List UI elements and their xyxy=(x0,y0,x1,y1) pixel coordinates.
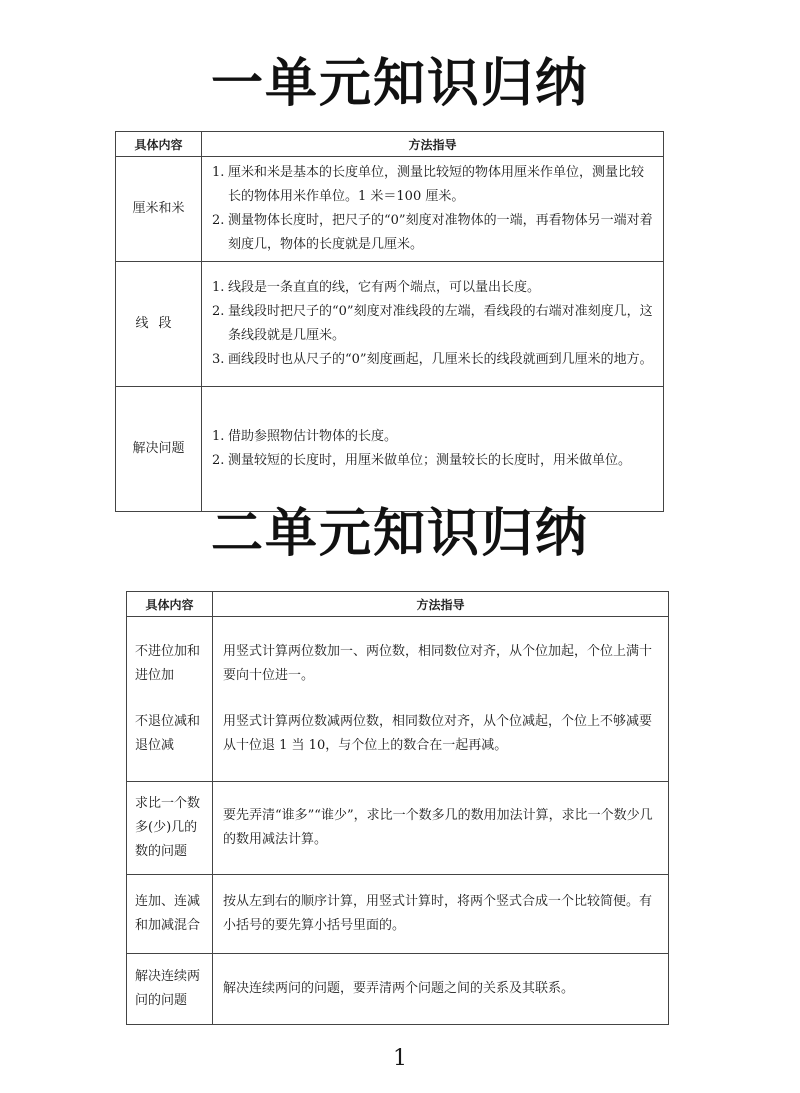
list-item: 3. 画线段时也从尺子的“0”刻度画起，几厘米长的线段就画到几厘米的地方。 xyxy=(212,352,653,367)
header-topic: 具体内容 xyxy=(127,592,213,617)
row-topic: 线段 xyxy=(116,262,202,387)
unit-2-table xyxy=(126,591,669,1025)
table-row xyxy=(116,157,664,262)
row-topic: 解决问题 xyxy=(116,387,202,512)
row-method: 解决连续两问的问题，要弄清两个问题之间的关系及其联系。 xyxy=(213,954,669,1025)
list-item: 2. 测量较短的长度时，用厘米做单位；测量较长的长度时，用米做单位。 xyxy=(212,453,632,468)
sub-topic: 不退位减和退位减 xyxy=(135,714,201,753)
row-method xyxy=(202,387,664,512)
header-method: 方法指导 xyxy=(202,132,664,157)
unit-1-title: 一单元知识归纳 xyxy=(210,54,589,114)
table-row xyxy=(127,954,669,1025)
table-row xyxy=(127,617,669,782)
table-row xyxy=(127,782,669,875)
table-row xyxy=(116,262,664,387)
page-number: 1 xyxy=(393,1046,407,1071)
row-method xyxy=(202,157,664,262)
row-topic: 连加、连减和加减混合 xyxy=(127,875,213,954)
list-item: 2. 测量物体长度时，把尺子的“0”刻度对准物体的一端，再看物体另一端对着刻度几，物体的长度就是几厘米。 xyxy=(212,213,653,252)
row-topic: 厘米和米 xyxy=(116,157,202,262)
sub-topic: 不进位加和进位加 xyxy=(135,644,201,683)
row-method xyxy=(202,262,664,387)
row-topic xyxy=(127,617,213,782)
row-method xyxy=(213,617,669,782)
sub-method: 用竖式计算两位数加一、两位数，相同数位对齐，从个位加起，个位上满十要向十位进一。 xyxy=(223,644,653,683)
list-item: 1. 借助参照物估计物体的长度。 xyxy=(212,429,398,444)
table-header-row xyxy=(127,592,669,617)
list-item: 1. 厘米和米是基本的长度单位，测量比较短的物体用厘米作单位，测量比较长的物体用米作单位。1 米＝100 厘米。 xyxy=(212,165,645,204)
header-method: 方法指导 xyxy=(213,592,669,617)
list-item: 1. 线段是一条直直的线，它有两个端点，可以量出长度。 xyxy=(212,280,541,295)
table-row xyxy=(116,387,664,512)
row-topic: 解决连续两问的问题 xyxy=(127,954,213,1025)
unit-1-table xyxy=(115,131,664,512)
unit-2-title: 二单元知识归纳 xyxy=(210,504,589,564)
table-header-row xyxy=(116,132,664,157)
row-method: 要先弄清“谁多”“谁少”，求比一个数多几的数用加法计算，求比一个数少几的数用减法计算。 xyxy=(213,782,669,875)
row-method: 按从左到右的顺序计算，用竖式计算时，将两个竖式合成一个比较简便。有小括号的要先算小括号里面的。 xyxy=(213,875,669,954)
sub-method: 用竖式计算两位数减两位数，相同数位对齐，从个位减起，个位上不够减要从十位退 1 当 10，与个位上的数合在一起再减。 xyxy=(223,714,653,753)
list-item: 2. 量线段时把尺子的“0”刻度对准线段的左端，看线段的右端对准刻度几，这条线段就是几厘米。 xyxy=(212,304,653,343)
header-topic: 具体内容 xyxy=(116,132,202,157)
table-row xyxy=(127,875,669,954)
row-topic: 求比一个数多(少)几的数的问题 xyxy=(127,782,213,875)
